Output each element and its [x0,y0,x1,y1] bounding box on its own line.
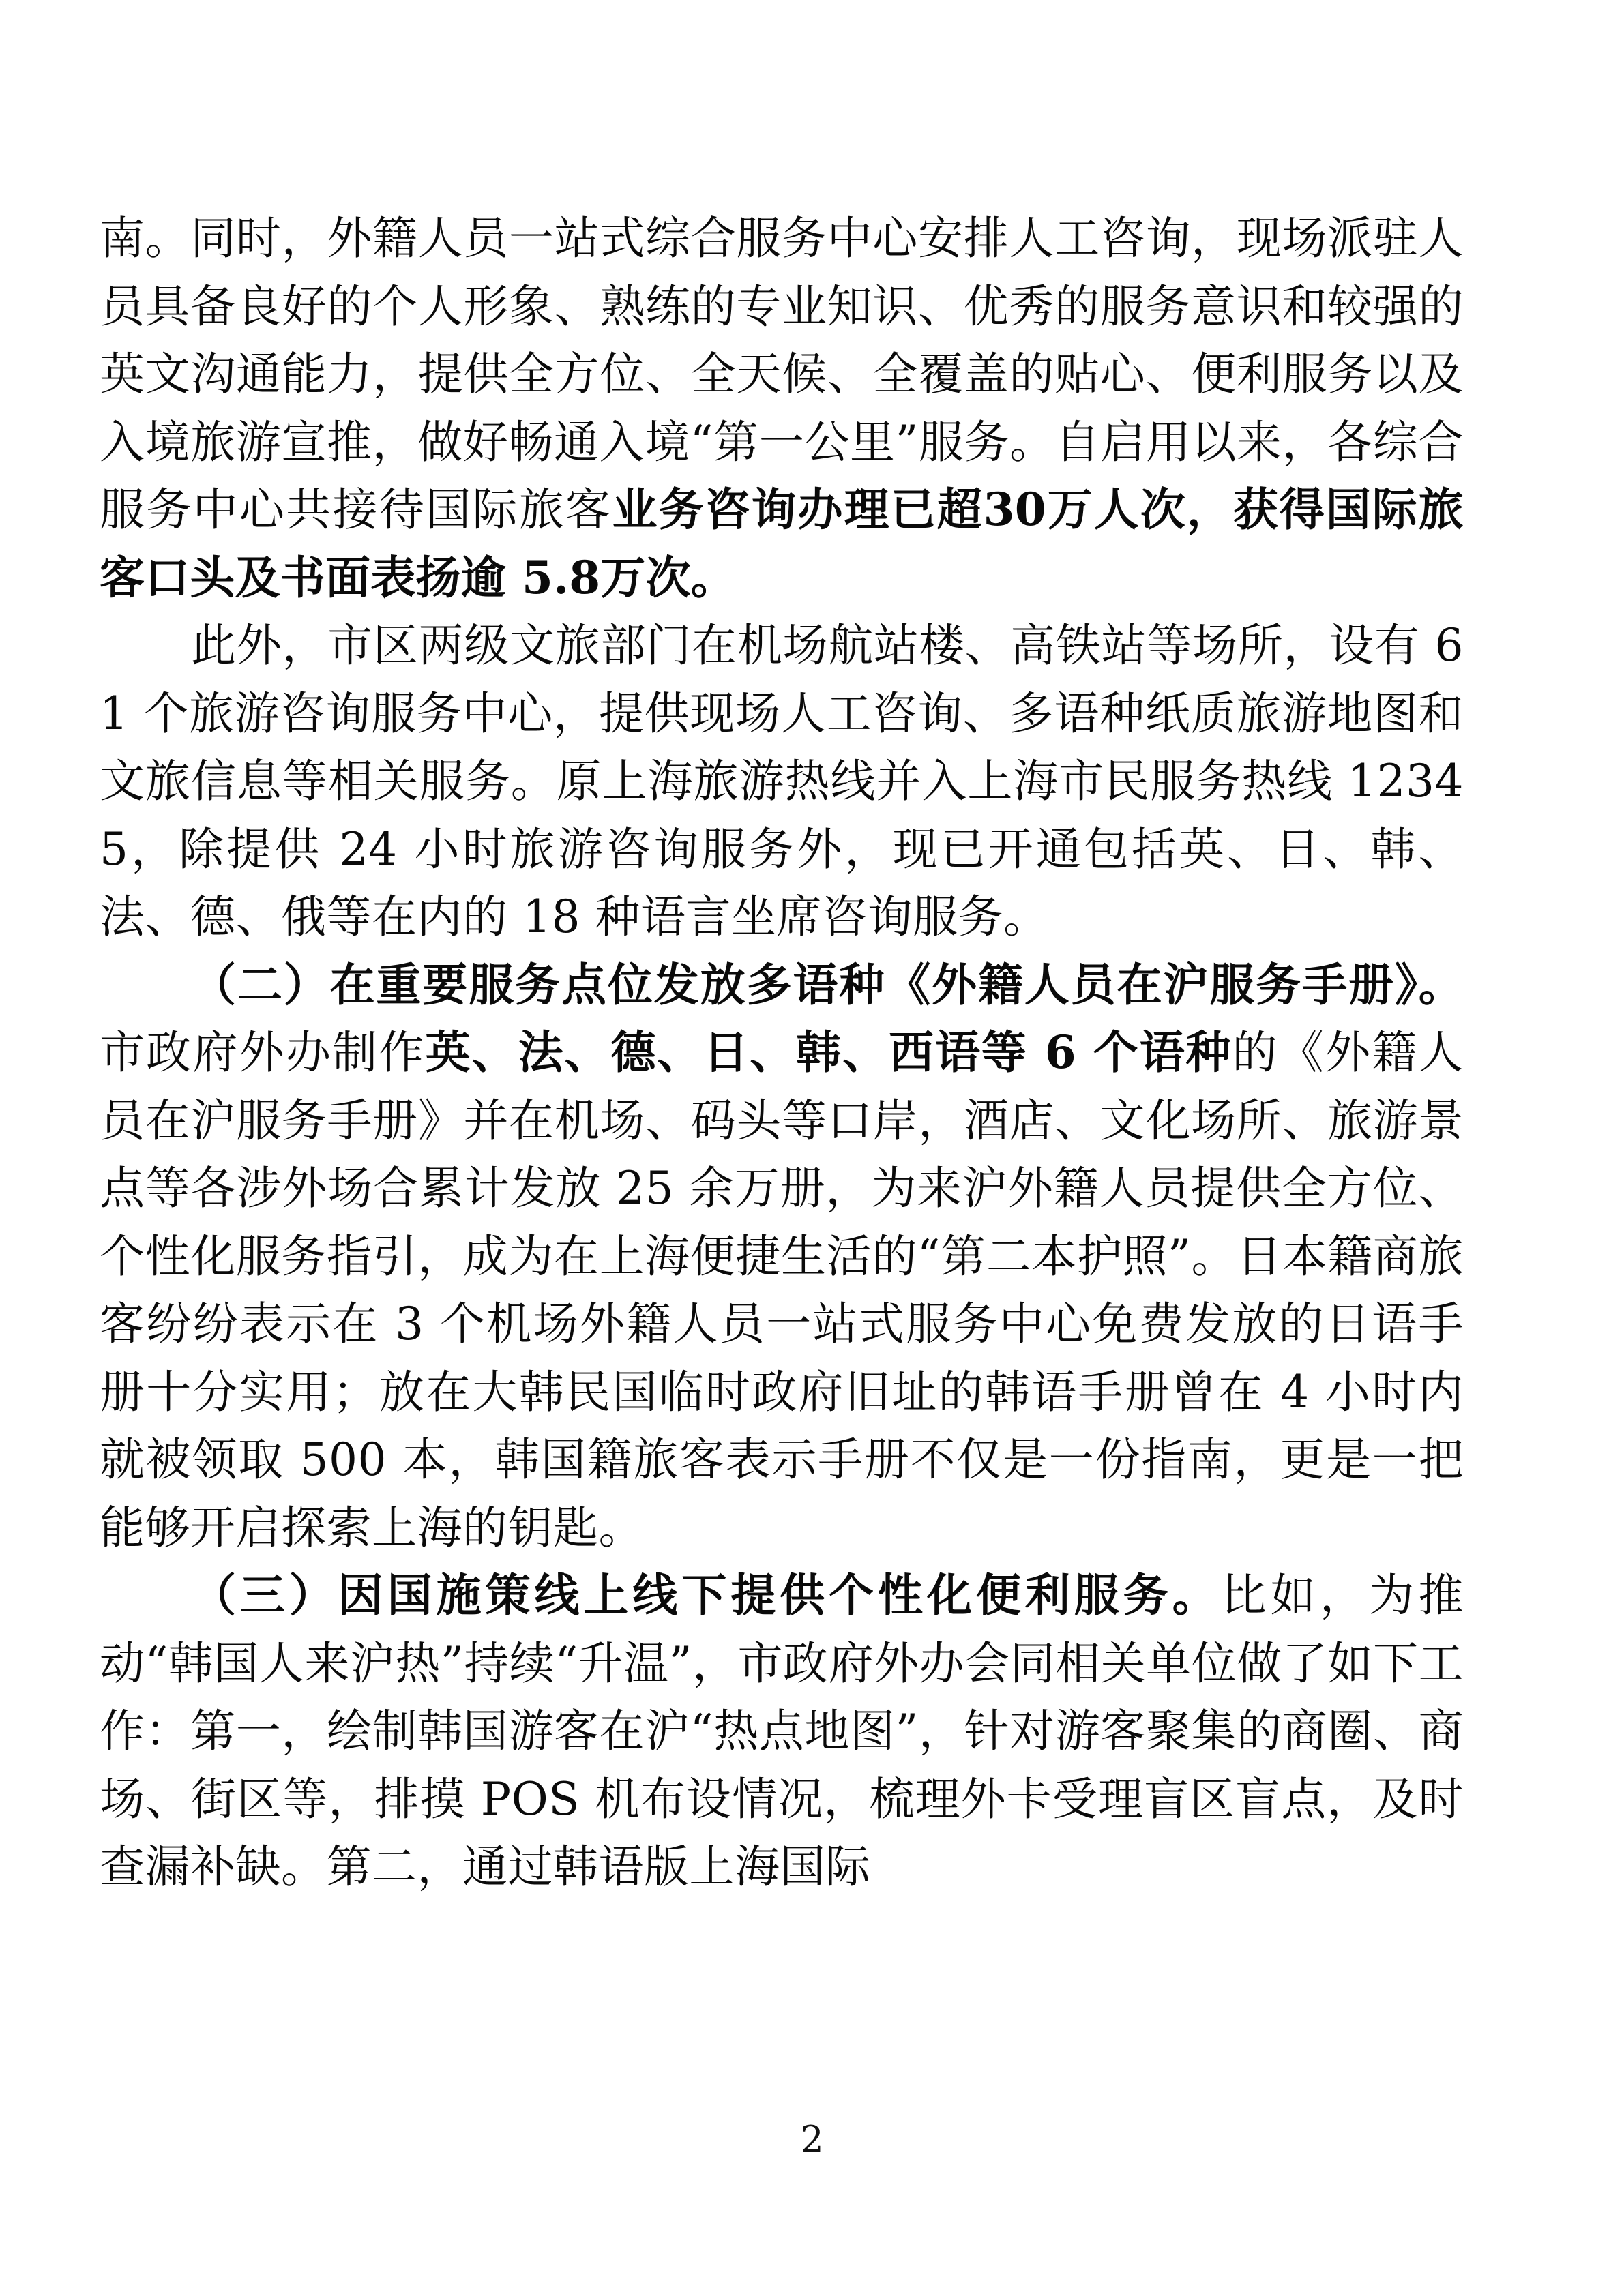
page-number: 2 [800,2118,824,2161]
text-run-bold: 业务咨询办理已超30万人次，获得国际旅客口头及书面表扬逾 5.8万次。 [100,483,1464,604]
text-run-bold-languages: 英、法、德、日、韩、西语等 6 个语种 [425,1026,1232,1079]
text-run-regular: 此外，市区两级文旅部门在机场航站楼、高铁站等场所，设有 61 个旅游咨询服务中心，提供现场人工咨询、多语种纸质旅游地图和文旅信息等相关服务。原上海旅游热线并入上海市民服务热线 12345，除提供 24 小时旅游咨询服务外，现已开通包括英、日、韩、法、德、俄等在内的 18 种语言坐席咨询服务。 [100,619,1464,943]
text-run-regular: 南。同时，外籍人员一站式综合服务中心安排人工咨询，现场派驻人员具备良好的个人形象、熟练的专业知识、优秀的服务意识和较强的英文沟通能力，提供全方位、全天候、全覆盖的贴心、便利服务以及入境旅游宣推，做好畅通入境“第一公里”服务。自启用以来，各综合服务中心共接待国际旅客 [100,212,1464,536]
text-run-regular: 比如，为推动“韩国人来沪热”持续“升温”，市政府外办会同相关单位做了如下工作：第一，绘制韩国游客在沪“热点地图”，针对游客聚集的商圈、商场、街区等，排摸 POS 机布设情况，梳理外卡受理盲区盲点，及时查漏补缺。第二，通过韩语版上海国际 [100,1569,1464,1893]
text-run-regular: 市政府外办制作 [100,1026,426,1079]
paragraph-tourism-consultation-centers [100,612,1464,951]
document-body-text [100,205,1464,1901]
section-heading-two: （二）在重要服务点位发放多语种《外籍人员在沪服务手册》。 [191,957,1464,1011]
section-heading-three: （三）因国施策线上线下提供个性化便利服务。 [191,1568,1222,1622]
paragraph-section-three-country-specific [100,1562,1464,1901]
text-run-regular-2: 的《外籍人员在沪服务手册》并在机场、码头等口岸，酒店、文化场所、旅游景点等各涉外场合累计发放 25 余万册，为来沪外籍人员提供全方位、个性化服务指引，成为在上海便捷生活的“第二本护照”。日本籍商旅客纷纷表示在 3 个机场外籍人员一站式服务中心免费发放的日语手册十分实用；放在大韩民国临时政府旧址的韩语手册曾在 4 小时内就被领取 500 本，韩国籍旅客表示手册不仅是一份指南，更是一把能够开启探索上海的钥匙。 [100,1026,1464,1554]
paragraph-continued-service-center [100,205,1464,612]
paragraph-section-two-handbook [100,951,1464,1562]
